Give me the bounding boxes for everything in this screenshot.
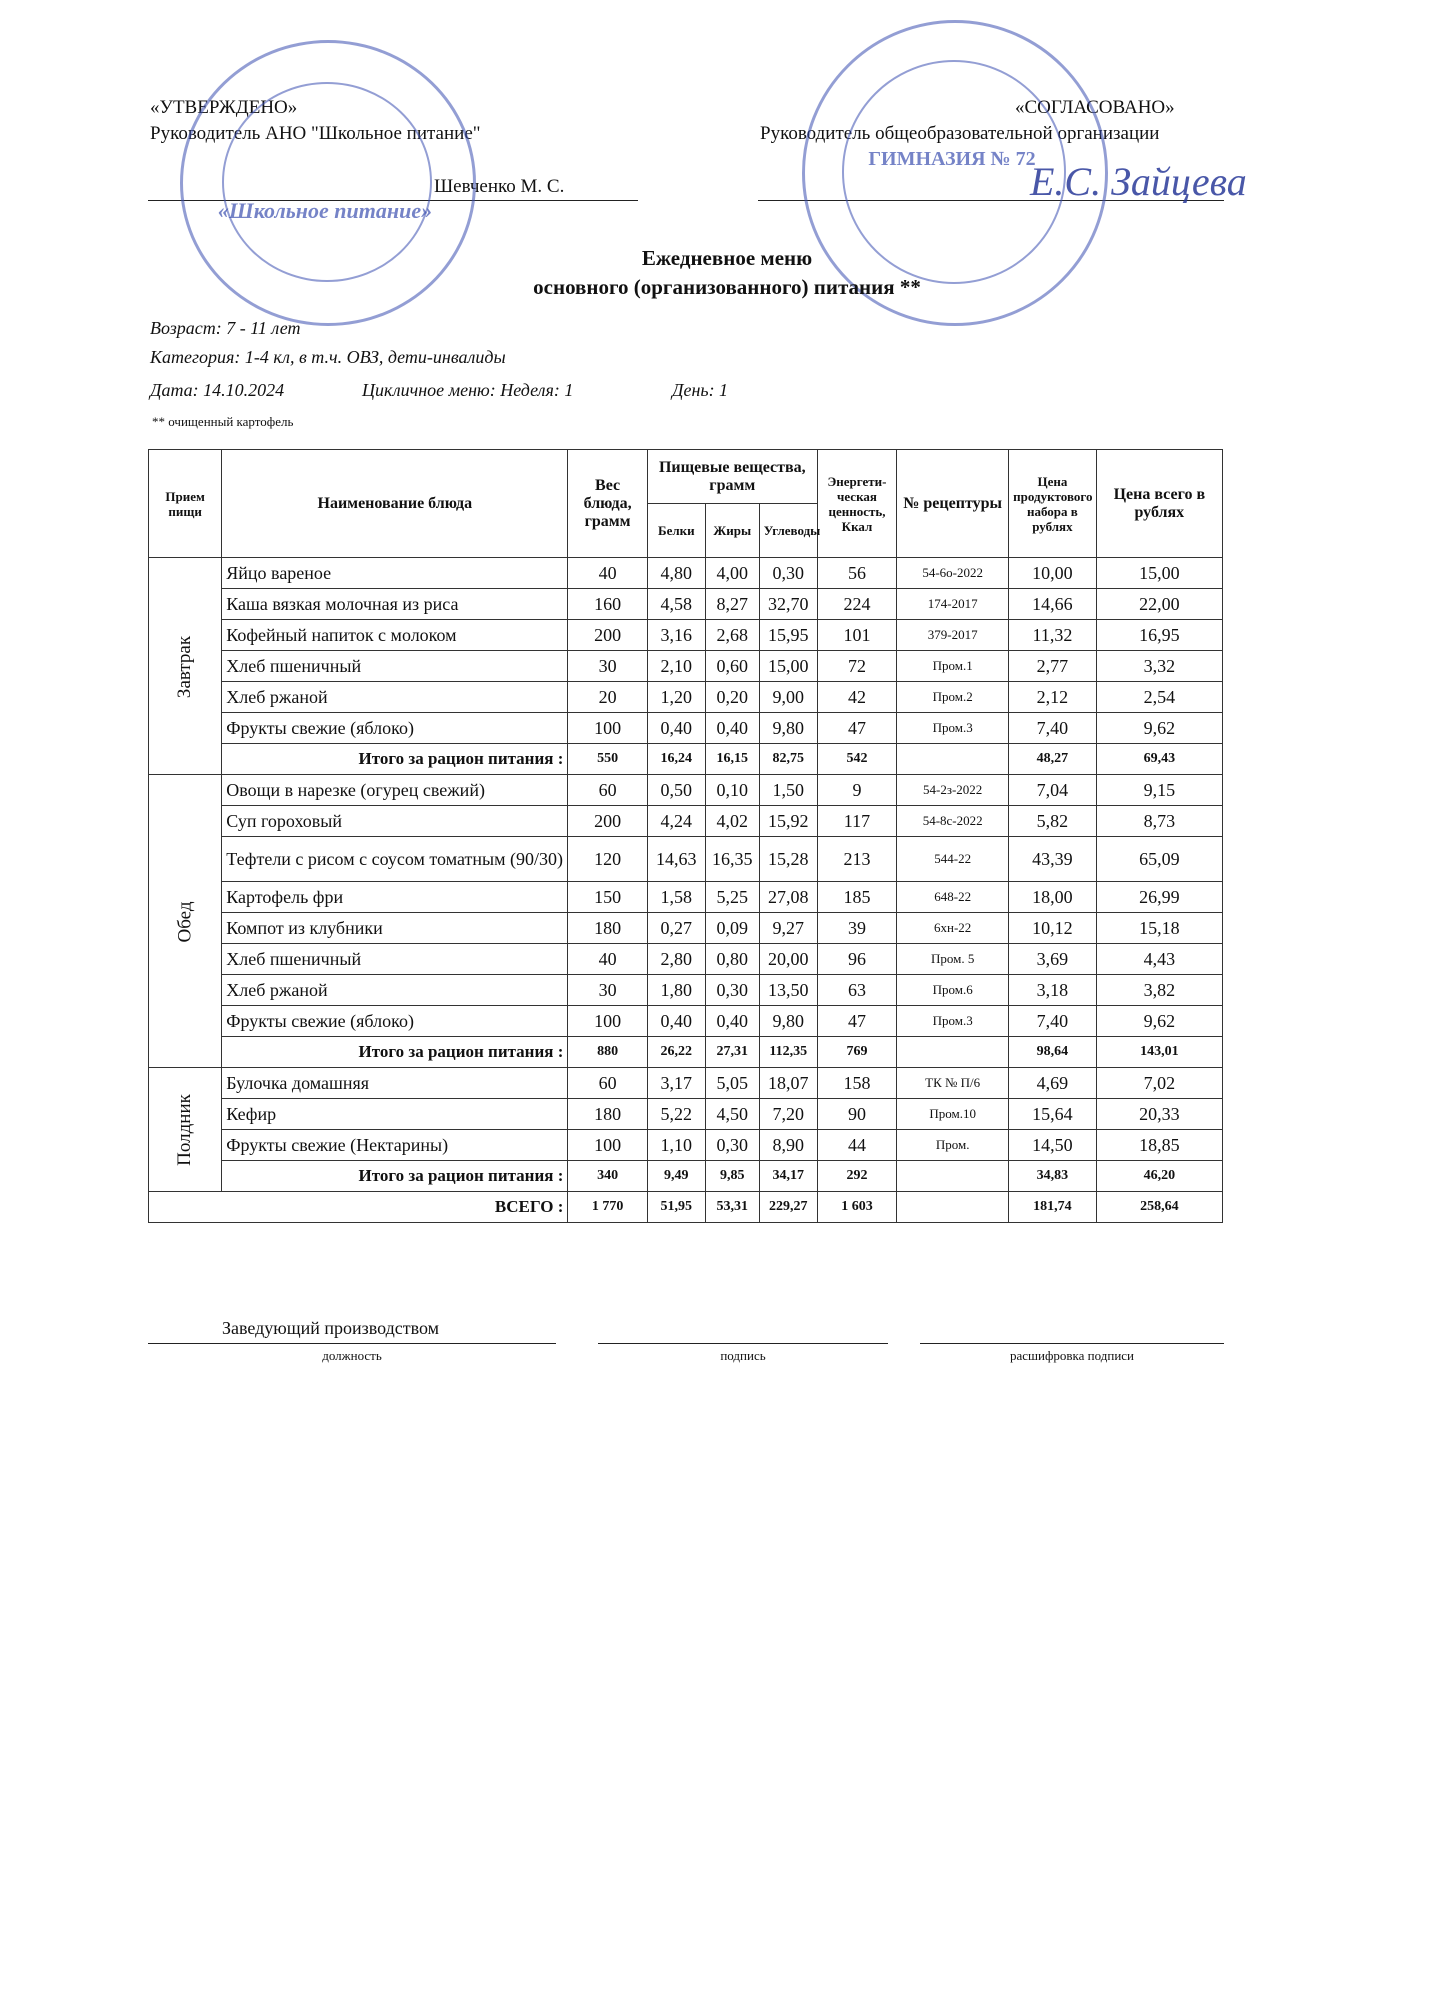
header-carbs: Углеводы [759,504,817,558]
stamp-left-text: «Школьное питание» [217,198,433,223]
dish-recipe: Пром.6 [897,975,1009,1006]
dish-set-price: 4,69 [1009,1068,1097,1099]
day-label: День: 1 [672,380,729,400]
dish-protein: 1,58 [647,882,705,913]
header-weight: Вес блюда, грамм [568,450,647,558]
grand-total-row [149,1192,1223,1223]
grand-total-set-price: 181,74 [1009,1192,1097,1223]
dish-recipe: 648-22 [897,882,1009,913]
date-label: Дата: 14.10.2024 [150,380,285,400]
total-carbs: 112,35 [759,1037,817,1068]
dish-fat: 0,10 [705,775,759,806]
header-protein: Белки [647,504,705,558]
dish-set-price: 2,77 [1009,651,1097,682]
total-label: Итого за рацион питания : [222,744,568,775]
page-title: Ежедневное меню [641,246,813,270]
dish-carbs: 9,80 [759,1006,817,1037]
dish-carbs: 13,50 [759,975,817,1006]
table-row [149,620,1223,651]
dish-set-price: 14,66 [1009,589,1097,620]
grand-total-weight: 1 770 [568,1192,647,1223]
decode-label: расшифровка подписи [1009,1348,1135,1363]
total-recipe-empty [897,1037,1009,1068]
age-label: Возраст: 7 - 11 лет [150,318,301,338]
table-row [149,1006,1223,1037]
dish-set-price: 10,12 [1009,913,1097,944]
dish-protein: 0,27 [647,913,705,944]
dish-recipe: 6хн-22 [897,913,1009,944]
dish-total-price: 26,99 [1096,882,1222,913]
total-carbs: 34,17 [759,1161,817,1192]
dish-weight: 20 [568,682,647,713]
dish-energy: 47 [817,1006,896,1037]
section-total-row [149,1161,1223,1192]
total-set-price: 34,83 [1009,1161,1097,1192]
dish-energy: 42 [817,682,896,713]
section-total-row [149,744,1223,775]
dish-name: Яйцо вареное [222,558,568,589]
dish-total-price: 18,85 [1096,1130,1222,1161]
total-total-price: 143,01 [1096,1037,1222,1068]
dish-total-price: 15,18 [1096,913,1222,944]
dish-energy: 44 [817,1130,896,1161]
grand-total-total-price: 258,64 [1096,1192,1222,1223]
total-protein: 9,49 [647,1161,705,1192]
grand-total-label: ВСЕГО : [149,1192,568,1223]
dish-fat: 0,60 [705,651,759,682]
agreed-role: Руководитель общеобразовательной организации [760,123,1160,144]
dish-energy: 96 [817,944,896,975]
dish-weight: 180 [568,1099,647,1130]
dish-protein: 1,20 [647,682,705,713]
dish-set-price: 14,50 [1009,1130,1097,1161]
dish-carbs: 15,92 [759,806,817,837]
dish-energy: 39 [817,913,896,944]
dish-energy: 63 [817,975,896,1006]
dish-carbs: 32,70 [759,589,817,620]
dish-fat: 0,30 [705,1130,759,1161]
dish-name: Тефтели с рисом с соусом томатным (90/30) [222,837,568,882]
dish-weight: 40 [568,944,647,975]
dish-set-price: 10,00 [1009,558,1097,589]
dish-total-price: 65,09 [1096,837,1222,882]
dish-weight: 40 [568,558,647,589]
total-total-price: 46,20 [1096,1161,1222,1192]
stamp-right-text: ГИМНАЗИЯ № 72 [868,148,1036,170]
table-row [149,713,1223,744]
meal-label [149,1068,222,1192]
dish-name: Хлеб ржаной [222,975,568,1006]
section-total-row [149,1037,1223,1068]
dish-name: Хлеб пшеничный [222,944,568,975]
total-recipe-empty [897,1161,1009,1192]
dish-set-price: 7,04 [1009,775,1097,806]
footnote: ** очищенный картофель [152,414,294,429]
meal-label [149,775,222,1068]
dish-total-price: 2,54 [1096,682,1222,713]
dish-total-price: 8,73 [1096,806,1222,837]
dish-recipe: Пром. 5 [897,944,1009,975]
dish-protein: 1,80 [647,975,705,1006]
dish-energy: 9 [817,775,896,806]
dish-total-price: 22,00 [1096,589,1222,620]
category-label: Категория: 1-4 кл, в т.ч. ОВЗ, дети-инвалиды [150,347,506,367]
total-weight: 340 [568,1161,647,1192]
dish-name: Суп гороховый [222,806,568,837]
approved-title: «УТВЕРЖДЕНО» [150,97,298,118]
dish-protein: 3,16 [647,620,705,651]
grand-total-carbs: 229,27 [759,1192,817,1223]
dish-set-price: 18,00 [1009,882,1097,913]
grand-total-fat: 53,31 [705,1192,759,1223]
dish-fat: 5,25 [705,882,759,913]
position-line [148,1343,556,1344]
dish-protein: 3,17 [647,1068,705,1099]
dish-recipe: Пром.3 [897,713,1009,744]
dish-name: Фрукты свежие (яблоко) [222,713,568,744]
dish-recipe: Пром.1 [897,651,1009,682]
signature-label: подпись [720,1348,766,1363]
header-recipe: № рецептуры [897,450,1009,558]
dish-total-price: 20,33 [1096,1099,1222,1130]
total-recipe-empty [897,744,1009,775]
total-set-price: 98,64 [1009,1037,1097,1068]
dish-protein: 2,80 [647,944,705,975]
table-row [149,975,1223,1006]
dish-name: Хлеб пшеничный [222,651,568,682]
dish-total-price: 9,62 [1096,713,1222,744]
total-protein: 16,24 [647,744,705,775]
total-fat: 9,85 [705,1161,759,1192]
dish-recipe: 54-2з-2022 [897,775,1009,806]
dish-fat: 5,05 [705,1068,759,1099]
dish-total-price: 9,62 [1096,1006,1222,1037]
total-protein: 26,22 [647,1037,705,1068]
dish-protein: 4,24 [647,806,705,837]
dish-total-price: 16,95 [1096,620,1222,651]
dish-name: Кефир [222,1099,568,1130]
dish-fat: 0,09 [705,913,759,944]
dish-carbs: 27,08 [759,882,817,913]
table-row [149,1130,1223,1161]
dish-protein: 0,40 [647,1006,705,1037]
dish-name: Каша вязкая молочная из риса [222,589,568,620]
total-fat: 16,15 [705,744,759,775]
menu-table [148,449,1223,1223]
dish-fat: 8,27 [705,589,759,620]
dish-energy: 56 [817,558,896,589]
total-label: Итого за рацион питания : [222,1161,568,1192]
dish-set-price: 3,69 [1009,944,1097,975]
agreed-title: «СОГЛАСОВАНО» [1015,97,1175,118]
dish-weight: 100 [568,713,647,744]
dish-protein: 5,22 [647,1099,705,1130]
dish-weight: 100 [568,1130,647,1161]
total-energy: 542 [817,744,896,775]
dish-energy: 47 [817,713,896,744]
total-set-price: 48,27 [1009,744,1097,775]
table-row [149,775,1223,806]
dish-weight: 160 [568,589,647,620]
dish-carbs: 1,50 [759,775,817,806]
dish-fat: 4,00 [705,558,759,589]
dish-weight: 60 [568,775,647,806]
approved-role: Руководитель АНО "Школьное питание" [150,123,481,144]
dish-carbs: 9,80 [759,713,817,744]
cycle-label: Цикличное меню: Неделя: 1 [362,380,574,400]
dish-total-price: 9,15 [1096,775,1222,806]
dish-total-price: 15,00 [1096,558,1222,589]
dish-fat: 0,20 [705,682,759,713]
dish-recipe: ТК № П/6 [897,1068,1009,1099]
dish-set-price: 5,82 [1009,806,1097,837]
dish-recipe: Пром.2 [897,682,1009,713]
total-energy: 292 [817,1161,896,1192]
dish-set-price: 7,40 [1009,713,1097,744]
agreed-signature: Е.С. Зайцева [1030,159,1247,204]
page-subtitle: основного (организованного) питания ** [533,275,921,299]
dish-fat: 0,40 [705,1006,759,1037]
grand-total-recipe-empty [897,1192,1009,1223]
total-label: Итого за рацион питания : [222,1037,568,1068]
position-value: Заведующий производством [222,1318,440,1338]
dish-fat: 0,80 [705,944,759,975]
dish-weight: 150 [568,882,647,913]
table-row [149,589,1223,620]
dish-protein: 4,80 [647,558,705,589]
header-fat: Жиры [705,504,759,558]
dish-carbs: 7,20 [759,1099,817,1130]
dish-recipe: 174-2017 [897,589,1009,620]
dish-set-price: 15,64 [1009,1099,1097,1130]
dish-name: Кофейный напиток с молоком [222,620,568,651]
dish-protein: 14,63 [647,837,705,882]
dish-name: Фрукты свежие (Нектарины) [222,1130,568,1161]
dish-name: Булочка домашняя [222,1068,568,1099]
dish-fat: 0,40 [705,713,759,744]
table-row [149,558,1223,589]
signature-line [598,1343,888,1344]
dish-energy: 72 [817,651,896,682]
dish-recipe: Пром.3 [897,1006,1009,1037]
dish-recipe: Пром.10 [897,1099,1009,1130]
dish-protein: 1,10 [647,1130,705,1161]
table-row [149,882,1223,913]
dish-total-price: 3,32 [1096,651,1222,682]
dish-carbs: 0,30 [759,558,817,589]
header-meal: Прием пищи [149,450,222,558]
total-weight: 550 [568,744,647,775]
dish-carbs: 8,90 [759,1130,817,1161]
meal-label [149,558,222,775]
table-row [149,913,1223,944]
dish-carbs: 15,28 [759,837,817,882]
dish-weight: 200 [568,620,647,651]
menu-body [149,558,1223,1223]
dish-fat: 4,02 [705,806,759,837]
total-carbs: 82,75 [759,744,817,775]
dish-weight: 200 [568,806,647,837]
dish-energy: 158 [817,1068,896,1099]
total-fat: 27,31 [705,1037,759,1068]
dish-carbs: 9,00 [759,682,817,713]
dish-energy: 213 [817,837,896,882]
dish-fat: 0,30 [705,975,759,1006]
meal-name: Полдник [174,1094,196,1166]
dish-recipe: 544-22 [897,837,1009,882]
dish-fat: 4,50 [705,1099,759,1130]
dish-energy: 117 [817,806,896,837]
dish-weight: 30 [568,975,647,1006]
total-energy: 769 [817,1037,896,1068]
grand-total-energy: 1 603 [817,1192,896,1223]
dish-protein: 0,50 [647,775,705,806]
dish-name: Фрукты свежие (яблоко) [222,1006,568,1037]
dish-fat: 16,35 [705,837,759,882]
dish-energy: 185 [817,882,896,913]
header-nutrients: Пищевые вещества, грамм [647,450,817,504]
dish-set-price: 43,39 [1009,837,1097,882]
dish-recipe: 54-8с-2022 [897,806,1009,837]
header-set-price: Цена продуктового набора в рублях [1009,450,1097,558]
meal-name: Обед [174,901,196,942]
meal-name: Завтрак [174,635,196,698]
dish-set-price: 11,32 [1009,620,1097,651]
dish-weight: 30 [568,651,647,682]
dish-energy: 90 [817,1099,896,1130]
dish-carbs: 18,07 [759,1068,817,1099]
dish-energy: 224 [817,589,896,620]
header-total-price: Цена всего в рублях [1096,450,1222,558]
dish-set-price: 3,18 [1009,975,1097,1006]
dish-carbs: 15,95 [759,620,817,651]
dish-recipe: Пром. [897,1130,1009,1161]
header-energy: Энергети-ческая ценность, Ккал [817,450,896,558]
dish-carbs: 20,00 [759,944,817,975]
dish-set-price: 2,12 [1009,682,1097,713]
dish-recipe: 54-6о-2022 [897,558,1009,589]
table-row [149,682,1223,713]
dish-weight: 180 [568,913,647,944]
table-row [149,837,1223,882]
position-label: должность [322,1348,382,1363]
total-total-price: 69,43 [1096,744,1222,775]
dish-fat: 2,68 [705,620,759,651]
dish-protein: 0,40 [647,713,705,744]
decode-line [920,1343,1224,1344]
header-dish: Наименование блюда [222,450,568,558]
dish-name: Картофель фри [222,882,568,913]
dish-total-price: 3,82 [1096,975,1222,1006]
dish-recipe: 379-2017 [897,620,1009,651]
table-row [149,1068,1223,1099]
dish-weight: 120 [568,837,647,882]
dish-total-price: 4,43 [1096,944,1222,975]
table-row [149,651,1223,682]
dish-name: Хлеб ржаной [222,682,568,713]
grand-total-protein: 51,95 [647,1192,705,1223]
dish-name: Овощи в нарезке (огурец свежий) [222,775,568,806]
table-row [149,806,1223,837]
table-row [149,944,1223,975]
total-weight: 880 [568,1037,647,1068]
dish-set-price: 7,40 [1009,1006,1097,1037]
table-row [149,1099,1223,1130]
dish-carbs: 9,27 [759,913,817,944]
dish-protein: 2,10 [647,651,705,682]
dish-protein: 4,58 [647,589,705,620]
dish-weight: 60 [568,1068,647,1099]
approved-name: Шевченко М. С. [434,176,565,197]
dish-carbs: 15,00 [759,651,817,682]
dish-name: Компот из клубники [222,913,568,944]
dish-energy: 101 [817,620,896,651]
dish-weight: 100 [568,1006,647,1037]
dish-total-price: 7,02 [1096,1068,1222,1099]
